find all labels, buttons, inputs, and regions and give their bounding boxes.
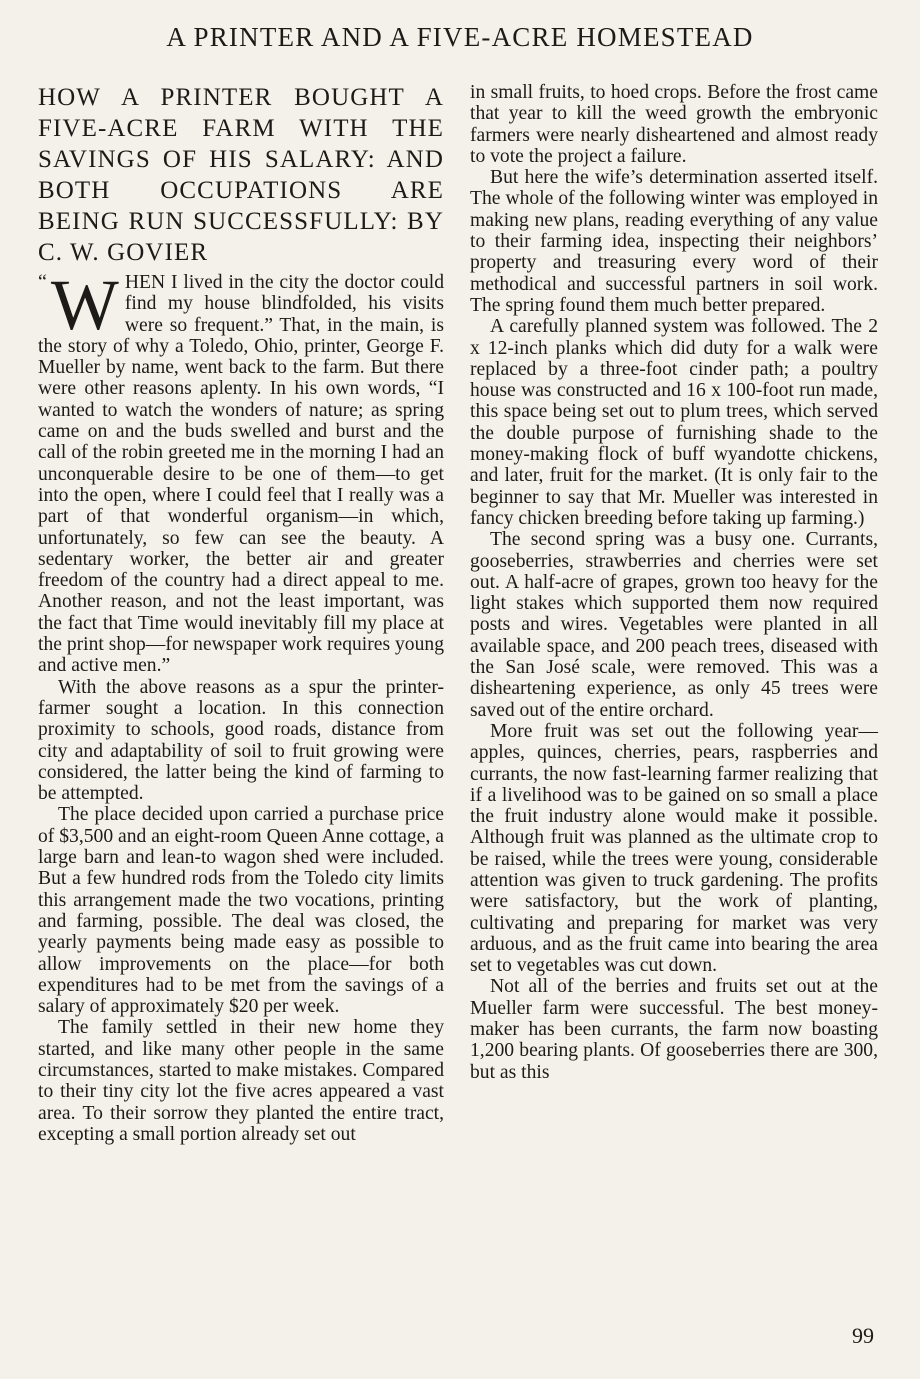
body-paragraph: The family settled in their new home they started, and like many other people in the same circumstances, started to make mistakes. Compared to their tiny city lot the five acres appeared a vast area. To their sorrow they planted the entire tract, excepting a small portion already set out xyxy=(38,1017,444,1145)
body-paragraph: The second spring was a busy one. Currants, gooseberries, strawberries and cherries were set out. A half-acre of grapes, grown too heavy for the light stakes which supported them now required posts and wires. Vegetables were planted in all available space, and 200 peach trees, diseased with the San José scale, were removed. This was a disheartening experience, as only 45 trees were saved out of the entire orchard. xyxy=(470,529,878,721)
page-number: 99 xyxy=(852,1323,874,1348)
running-head: A PRINTER AND A FIVE-ACRE HOMESTEAD xyxy=(166,22,754,52)
body-paragraph: More fruit was set out the following year—apples, quinces, cherries, pears, raspberries and currants, the now fast-learning farmer realizing that if a livelihood was to be gained on so small a place the fruit industry alone would make it possible. Although fruit was planned as the ultimate crop to be raised, while the trees were young, considerable attention was given to truck gardening. The profits were satisfactory, but the work of planting, cultivating and preparing for market was very arduous, and as the fruit came into bearing the area set to vegetables was cut down. xyxy=(470,720,878,977)
body-paragraph: The place decided upon carried a purchase price of $3,500 and an eight-room Queen Anne cottage, a large barn and lean-to wagon shed were included. But a few hundred rods from the Toledo city limits this arrangement made the two vocations, printing and farming, possible. The deal was closed, the yearly payments being made easy as possible to allow improvements on the place—for both expenditures had to be met from the savings of a salary of approximately $20 per week. xyxy=(38,804,444,1018)
article-title: HOW A PRINTER BOUGHT A FIVE-ACRE FARM WITH THE SAVINGS OF HIS SALARY: AND BOTH OCCUPATIONS ARE BEING RUN SUCCESSFULLY: BY C. W. GOVIER xyxy=(38,84,444,266)
continued-paragraph: in small fruits, to hoed crops. Before the frost came that year to kill the weed growth the embryonic farmers were nearly disheartened and almost ready to vote the project a failure. xyxy=(470,82,878,167)
right-column xyxy=(470,82,878,1083)
drop-cap: W xyxy=(50,265,119,345)
opening-paragraph xyxy=(38,265,444,677)
left-column xyxy=(38,82,444,1145)
opening-paragraph-text: HEN I lived in the city the doctor could find my house blindfolded, his visits were so frequent.” That, in the main, is the story of why a Toledo, Ohio, printer, George F. Mueller by name, went back to the farm. But there were other reasons aplenty. In his own words, “I wanted to watch the wonders of nature; as spring came on and the buds swelled and burst and the call of the robin greeted me in the morning I had an unconquerable desire to be one of them—to get into the open, where I could feel that I really was a part of that wonderful organism—in which, unfortunately, so few can see the beauty. A sedentary worker, the better air and greater freedom of the country had a direct appeal to me. Another reason, and not the least important, was the fact that Time would inevitably fill my place at the print shop—for newspaper work requires young and active men.” xyxy=(38,272,444,677)
opening-quote-mark: “ xyxy=(38,271,47,293)
body-paragraph: With the above reasons as a spur the printer-farmer sought a location. In this connection proximity to schools, good roads, distance from city and adaptability of soil to fruit growing were considered, the latter being the kind of farming to be attempted. xyxy=(38,676,444,805)
body-paragraph: A carefully planned system was followed. The 2 x 12-inch planks which did duty for a walk were replaced by a three-foot cinder path; a poultry house was constructed and 16 x 100-foot run made, this space being set out to plum trees, which served the double purpose of furnishing shade to the money-making flock of buff wyandotte chickens, and later, fruit for the market. (It is only fair to the beginner to say that Mr. Mueller was interested in fancy chicken breeding before taking up farming.) xyxy=(470,316,878,529)
body-paragraph: But here the wife’s determination asserted itself. The whole of the following winter was employed in making new plans, reading everything of any value to their farming idea, inspecting their neighbors’ property and treasuring every word of their methodical and successful partners in soil work. The spring found them much better prepared. xyxy=(470,167,878,316)
body-paragraph: Not all of the berries and fruits set out at the Mueller farm were successful. The best money-maker has been currants, the farm now boasting 1,200 bearing plants. Of gooseberries there are 300, but as this xyxy=(470,976,878,1083)
